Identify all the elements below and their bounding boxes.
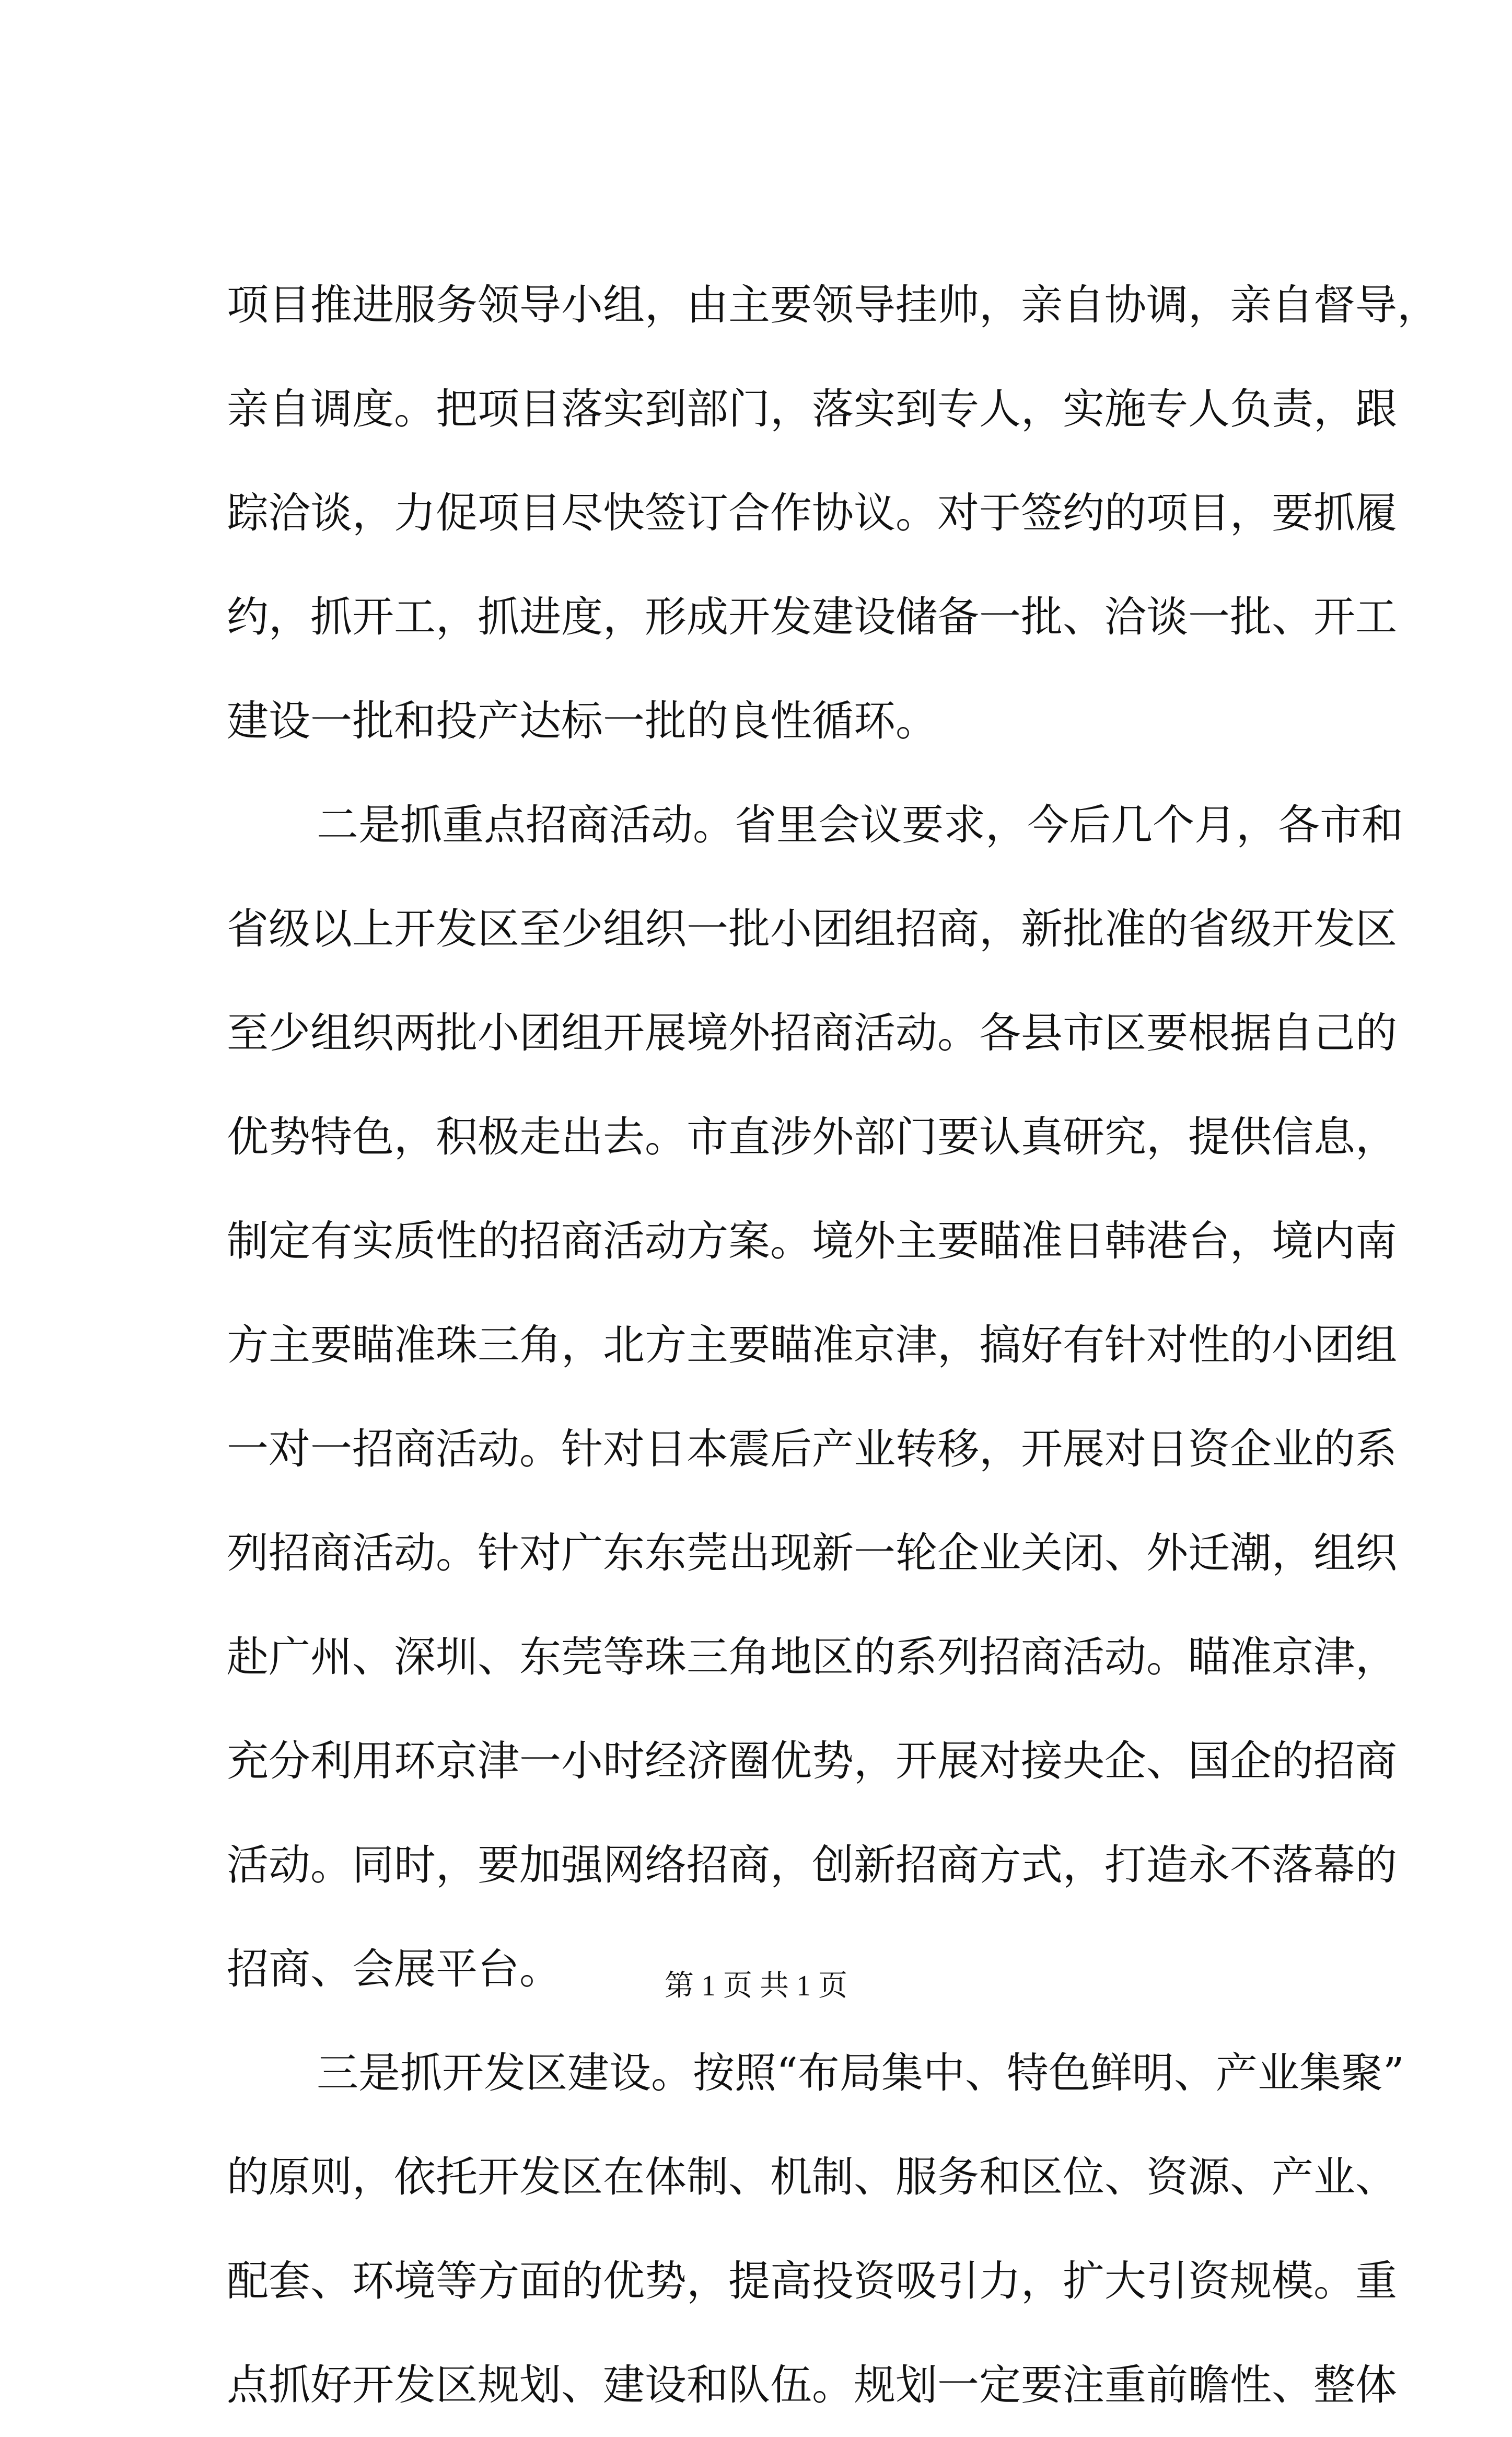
text-line: 踪洽谈，力促项目尽快签订合作协议。对于签约的项目，要抓履	[227, 489, 1397, 537]
text-line: 建设一批和投产达标一批的良性循环。	[227, 697, 937, 745]
text-line: 至少组织两批小团组开展境外招商活动。各县市区要根据自己的	[227, 1009, 1397, 1057]
text-line: 亲自调度。把项目落实到部门，落实到专人，实施专人负责，跟	[227, 385, 1397, 433]
text-line: 优势特色，积极走出去。市直涉外部门要认真研究，提供信息，	[227, 1113, 1397, 1161]
text-line: 列招商活动。针对广东东莞出现新一轮企业关闭、外迁潮，组织	[227, 1529, 1397, 1577]
page-number-label: 第 1 页 共 1 页	[665, 1970, 847, 2002]
text-line: 省级以上开发区至少组织一批小团组招商，新批准的省级开发区	[227, 905, 1397, 953]
text-line: 的原则，依托开发区在体制、机制、服务和区位、资源、产业、	[227, 2153, 1397, 2201]
text-line: 制定有实质性的招商活动方案。境外主要瞄准日韩港台，境内南	[227, 1217, 1397, 1265]
text-line: 配套、环境等方面的优势，提高投资吸引力，扩大引资规模。重	[227, 2257, 1397, 2305]
text-line: 一对一招商活动。针对日本震后产业转移，开展对日资企业的系	[227, 1425, 1397, 1473]
text-line: 招商、会展平台。	[227, 1945, 561, 1993]
document-body	[227, 253, 1439, 2437]
text-line: 二是抓重点招商活动。省里会议要求，今后几个月，各市和	[317, 801, 1403, 849]
text-line: 约，抓开工，抓进度，形成开发建设储备一批、洽谈一批、开工	[227, 593, 1397, 641]
text-line: 充分利用环京津一小时经济圈优势，开展对接央企、国企的招商	[227, 1737, 1397, 1785]
text-line: 三是抓开发区建设。按照“布局集中、特色鲜明、产业集聚”	[317, 2049, 1404, 2097]
text-line: 活动。同时，要加强网络招商，创新招商方式，打造永不落幕的	[227, 1841, 1397, 1889]
page-footer	[0, 1965, 1512, 2007]
text-line: 项目推进服务领导小组，由主要领导挂帅，亲自协调，亲自督导，	[227, 281, 1439, 329]
text-line: 点抓好开发区规划、建设和队伍。规划一定要注重前瞻性、整体	[227, 2361, 1397, 2409]
text-line: 赴广州、深圳、东莞等珠三角地区的系列招商活动。瞄准京津，	[227, 1633, 1397, 1681]
text-line: 方主要瞄准珠三角，北方主要瞄准京津，搞好有针对性的小团组	[227, 1321, 1397, 1369]
